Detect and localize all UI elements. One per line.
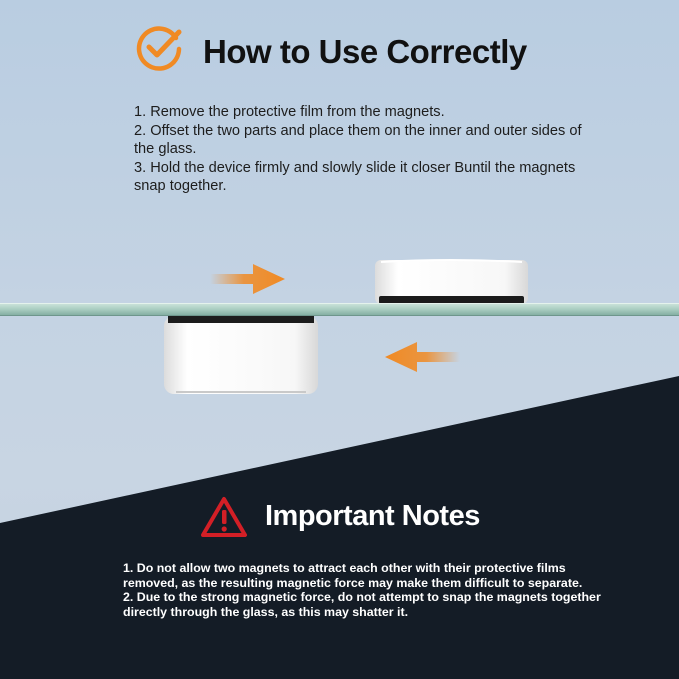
magnet-outer <box>375 260 528 304</box>
usage-step: 1. Remove the protective film from the magnets. <box>134 104 445 120</box>
usage-step: 2. Offset the two parts and place them on the inner and outer sides of the glass. <box>134 122 582 157</box>
warning-triangle-icon <box>199 495 249 539</box>
magnet-inner <box>164 316 318 394</box>
notes-title: Important Notes <box>265 500 480 532</box>
usage-steps <box>134 103 604 196</box>
page-title: How to Use Correctly <box>203 33 527 70</box>
arrow-right-icon <box>210 264 285 294</box>
notes-list <box>123 561 603 619</box>
note-item: 2. Due to the strong magnetic force, do not attempt to snap the magnets together directly through the glass, as this may shatter it. <box>123 590 601 619</box>
check-circle-icon <box>136 24 184 72</box>
glass-pane <box>0 303 679 316</box>
note-item: 1. Do not allow two magnets to attract each other with their protective films removed, as the resulting magnetic force may make them difficult to separate. <box>123 561 583 590</box>
usage-step: 3. Hold the device firmly and slowly slide it closer Buntil the magnets snap together. <box>134 159 576 194</box>
arrow-left-icon <box>385 342 460 372</box>
